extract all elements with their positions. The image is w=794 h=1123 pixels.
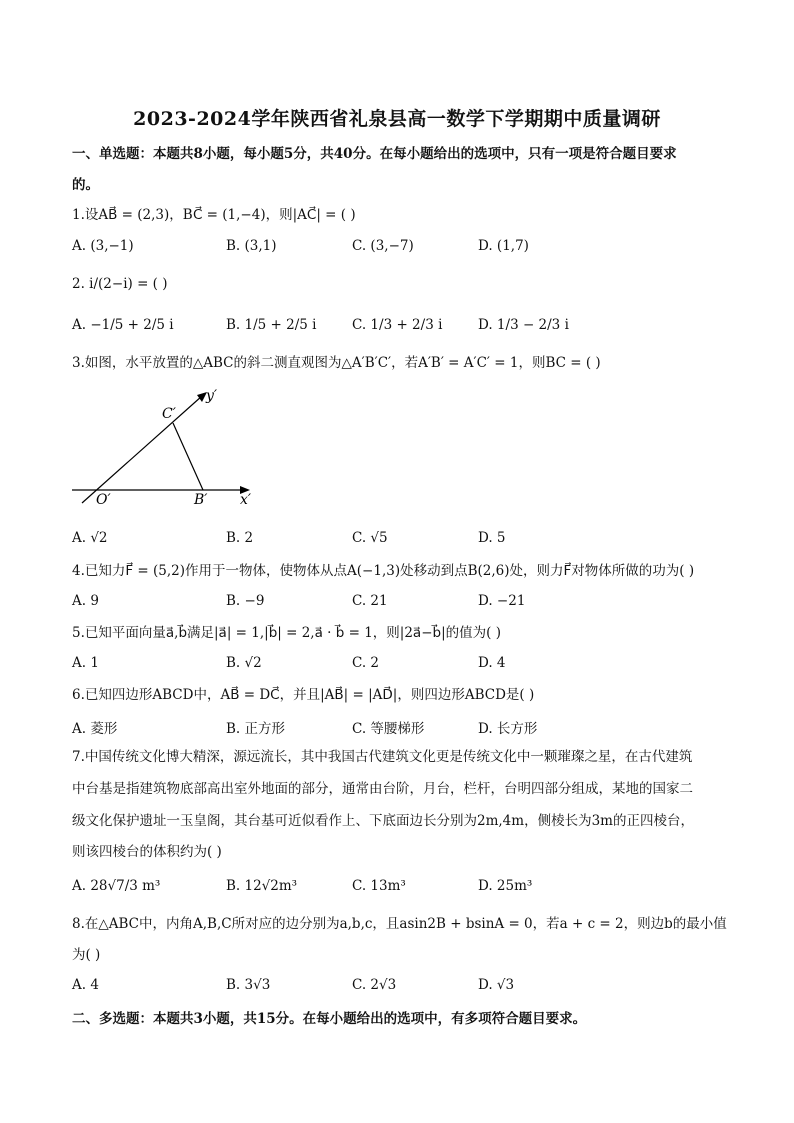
question-7-stem-line4: 则该四棱台的体积约为( )	[72, 844, 222, 860]
question-7-option-d: D. 25m³	[478, 878, 533, 894]
question-7-stem-line2: 中台基是指建筑物底部高出室外地面的部分，通常由台阶，月台，栏杆，台明四部分组成，某地的国家二	[72, 781, 693, 797]
label-o-prime: O′	[96, 492, 111, 508]
question-7-stem-line1: 7.中国传统文化博大精深，源远流长，其中我国古代建筑文化更是传统文化中一颗璀璨之星，在古代建筑	[72, 749, 693, 765]
question-6-stem: 6.已知四边形ABCD中，AB⃗ = DC⃗，并且|AB⃗| = |AD⃗|，则四边形ABCD是( )	[72, 687, 535, 703]
question-4-option-d: D. −21	[478, 593, 526, 609]
question-7-option-b: B. 12√2m³	[226, 878, 298, 894]
question-8-option-c: C. 2√3	[352, 977, 397, 993]
question-1-option-d: D. (1,7)	[478, 238, 529, 254]
question-5-option-b: B. √2	[226, 655, 262, 671]
question-3-stem: 3.如图，水平放置的△ABC的斜二测直观图为△A′B′C′，若A′B′ = A′C′ = 1，则BC = ( )	[72, 355, 601, 371]
question-4-option-a: A. 9	[72, 593, 99, 609]
question-6-option-b: B. 正方形	[226, 721, 286, 737]
question-5-option-c: C. 2	[352, 655, 380, 671]
question-1-option-c: C. (3,−7)	[352, 238, 414, 254]
y-axis-line	[82, 396, 202, 503]
question-2-option-d: D. 1/3 − 2/3 i	[478, 317, 569, 333]
section1-heading-line1: 一、单选题：本题共8小题，每小题5分，共40分。在每小题给出的选项中，只有一项是符合题目要求	[72, 146, 677, 162]
question-2-option-b: B. 1/5 + 2/5 i	[226, 317, 317, 333]
question-2-option-c: C. 1/3 + 2/3 i	[352, 317, 443, 333]
oblique-projection-figure	[70, 386, 270, 516]
question-3-option-c: C. √5	[352, 530, 388, 546]
question-4-option-b: B. −9	[226, 593, 265, 609]
question-5-stem: 5.已知平面向量a⃗,b⃗满足|a⃗| = 1,|b⃗| = 2,a⃗ · b⃗ = 1，则|2a⃗−b⃗|的值为( )	[72, 625, 501, 641]
label-y-prime: y′	[206, 388, 218, 404]
section2-heading: 二、多选题：本题共3小题，共15分。在每小题给出的选项中，有多项符合题目要求。	[72, 1011, 587, 1027]
question-8-option-a: A. 4	[72, 977, 99, 993]
question-1-option-a: A. (3,−1)	[72, 238, 134, 254]
question-5-option-a: A. 1	[72, 655, 99, 671]
question-2-option-a: A. −1/5 + 2/5 i	[72, 317, 174, 333]
page-title: 2023-2024学年陕西省礼泉县高一数学下学期期中质量调研	[133, 108, 661, 130]
question-1-stem: 1.设AB⃗ = (2,3)，BC⃗ = (1,−4)，则|AC⃗| = ( )	[72, 207, 356, 223]
question-7-stem-line3: 级文化保护遗址一玉皇阁，其台基可近似看作上、下底面边长分别为2m,4m，侧棱长为3m的正四棱台，	[72, 813, 694, 829]
question-8-stem-line2: 为( )	[72, 947, 101, 963]
question-3-option-b: B. 2	[226, 530, 254, 546]
question-5-option-d: D. 4	[478, 655, 506, 671]
label-b-prime: B′	[194, 492, 208, 508]
question-6-option-a: A. 菱形	[72, 721, 118, 737]
question-4-stem: 4.已知力F⃗ = (5,2)作用于一物体，使物体从点A(−1,3)处移动到点B(2,6)处，则力F⃗对物体所做的功为( )	[72, 563, 695, 579]
question-7-option-c: C. 13m³	[352, 878, 406, 894]
question-8-option-d: D. √3	[478, 977, 515, 993]
label-c-prime: C′	[162, 406, 176, 422]
section1-heading-line2: 的。	[72, 177, 99, 193]
question-6-option-d: D. 长方形	[478, 721, 538, 737]
label-x-prime: x′	[240, 492, 252, 508]
question-7-option-a: A. 28√7/3 m³	[72, 878, 161, 894]
question-3-option-d: D. 5	[478, 530, 506, 546]
question-3-option-a: A. √2	[72, 530, 108, 546]
question-8-option-b: B. 3√3	[226, 977, 271, 993]
question-8-stem-line1: 8.在△ABC中，内角A,B,C所对应的边分别为a,b,c，且asin2B + bsinA = 0，若a + c = 2，则边b的最小值	[72, 916, 727, 932]
question-4-option-c: C. 21	[352, 593, 388, 609]
question-6-option-c: C. 等腰梯形	[352, 721, 425, 737]
segment-c-b	[173, 423, 203, 490]
question-1-option-b: B. (3,1)	[226, 238, 277, 254]
question-2-stem: 2. i/(2−i) = ( )	[72, 276, 168, 292]
